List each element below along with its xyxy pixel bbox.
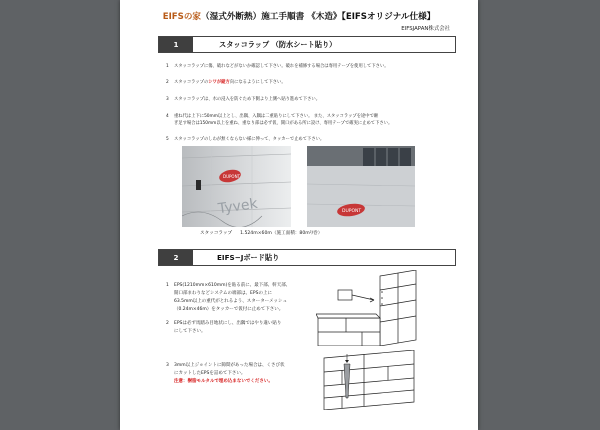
section-2-number: 2 bbox=[159, 250, 193, 265]
step-text-line-4: （0.24m×46m）をタッカーで仮付に止めて下さい。 bbox=[174, 307, 284, 312]
step-text bbox=[174, 80, 286, 87]
caption-product-spec: 1.524m×60m（施工面積：80m²/巻） bbox=[240, 231, 323, 236]
section-1-header bbox=[158, 36, 456, 53]
caption-product-name: スタッコラップ bbox=[200, 231, 233, 236]
step-text-line-2: 開口部まわりなどシステムの端部は、EPSの上に bbox=[174, 291, 272, 296]
step-text-line-2: にカットしたEPSを詰めて下さい。 bbox=[174, 371, 246, 376]
photo-left-image bbox=[182, 146, 291, 227]
step-text: スタッコラップのしわが無くならない様に伸って、タッカーで止めて下さい。 bbox=[174, 137, 325, 142]
step-number: 1 bbox=[166, 283, 169, 288]
step-text-line-1: EPSは必ず馬踏み目地状にし、出隅ではやり違い貼り bbox=[174, 321, 282, 326]
step-text-line-1: 3mm以上ジョイントに隙間があった場合は、くさび状 bbox=[174, 363, 285, 368]
title-suffix: 【EIFSオリジナル仕様】 bbox=[341, 12, 436, 22]
step-text-line-3: 63.5mm以上の重代がとれるよう、スターターメッシュ bbox=[174, 299, 287, 304]
dupont-logo-right: DUPONT bbox=[342, 209, 362, 214]
step-text: スタッコラップは、水の浸入を防ぐため下側より上側へ貼り進めて下さい。 bbox=[174, 97, 321, 102]
section-1-number: 1 bbox=[159, 37, 193, 52]
title-main: （湿式外断熱）施工手順書 《木造》 bbox=[201, 12, 342, 22]
step-number: 5 bbox=[166, 137, 169, 142]
section-1-title: スタッコラップ （防水シート貼り） bbox=[219, 40, 337, 49]
step-number: 2 bbox=[166, 80, 169, 85]
step-text-line-2: にして下さい。 bbox=[174, 329, 206, 334]
eps-corner-diagram bbox=[316, 270, 426, 346]
step-text-emphasis: シワが縦方 bbox=[208, 80, 230, 85]
step-number: 3 bbox=[166, 97, 169, 102]
dupont-logo-left: DUPONT bbox=[223, 174, 241, 179]
step-number: 2 bbox=[166, 321, 169, 326]
step-number: 4 bbox=[166, 114, 169, 119]
warning-note: 注意：樹脂モルタルで埋め込まないでください。 bbox=[174, 379, 273, 384]
document-page bbox=[120, 0, 478, 430]
joint-wedge-diagram-svg bbox=[316, 350, 426, 410]
step-number: 3 bbox=[166, 363, 169, 368]
joint-wedge-diagram bbox=[316, 350, 426, 410]
title-brand: EIFSの家 bbox=[162, 12, 202, 22]
product-caption bbox=[200, 230, 322, 236]
company-name: EIFSJAPAN株式会社 bbox=[401, 26, 450, 32]
photo-wrap-left bbox=[182, 146, 291, 227]
step-number: 1 bbox=[166, 64, 169, 69]
photo-wrap-right bbox=[307, 146, 415, 227]
step-text-line-2: ぎ足す場合は150mm以上を重ね、重なり部は必ず仮、開口がある所に設け、専用テープで確実に止めて下さい。 bbox=[174, 121, 393, 126]
photo-right-image bbox=[307, 146, 415, 227]
step-text-line-1: 重ね代は上下に50mm以上とし、出隅、入隅は二重貼りにして下さい。 また、スタッコラップを途中で継 bbox=[174, 114, 379, 119]
tyvek-brand-text: Tyvek bbox=[217, 195, 259, 218]
step-text-line-1: EPS(1210mm×610mm)を貼る前に、最下部、軒天部、 bbox=[174, 283, 291, 288]
step-text-pre: スタッコラップの bbox=[174, 80, 209, 85]
section-2-title: EIFS−Jボード貼り bbox=[217, 253, 280, 262]
eps-corner-diagram-svg bbox=[316, 270, 426, 346]
step-text-post: 向になるようにして下さい。 bbox=[229, 80, 286, 85]
step-text: スタッコラップに傷、破れなどがないか確認して下さい。破れを補修する場合は専用テープを使用して下さい。 bbox=[174, 64, 389, 69]
document-title bbox=[120, 10, 478, 22]
section-2-header bbox=[158, 249, 456, 266]
